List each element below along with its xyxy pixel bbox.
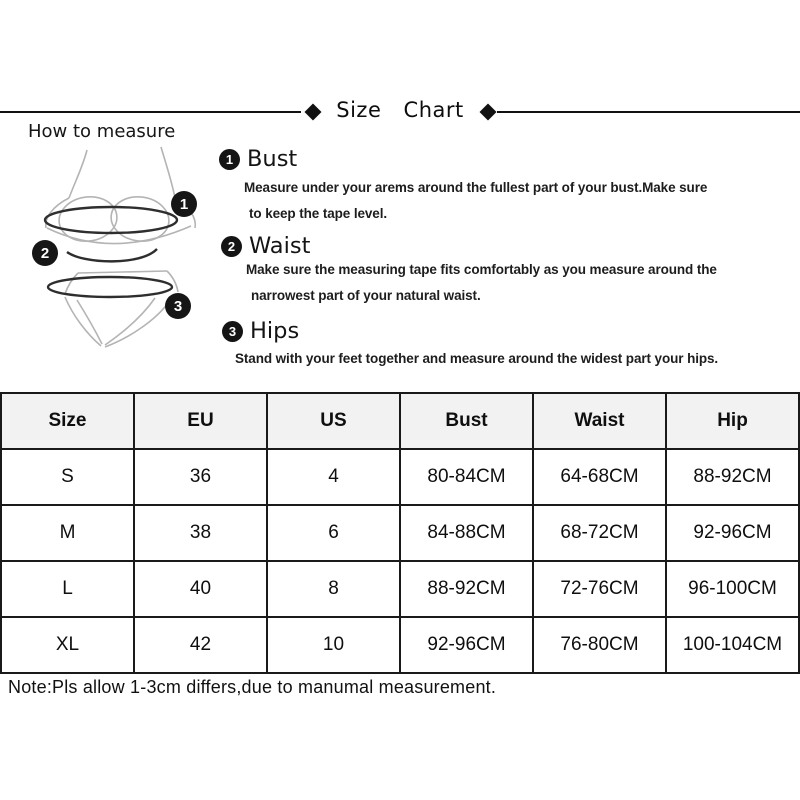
table-row [1, 561, 799, 617]
bust-desc-line-2: to keep the tape level. [249, 205, 388, 221]
header-eu: EU [134, 393, 267, 449]
waist-section-description [246, 257, 717, 308]
cell-hip: 96-100CM [666, 561, 799, 617]
hips-desc-line-1: Stand with your feet together and measure around the widest part your hips. [235, 351, 719, 366]
waist-section-title: Waist [249, 233, 311, 259]
header-us: US [267, 393, 400, 449]
table-row [1, 449, 799, 505]
size-table-header [1, 393, 799, 449]
cell-bust: 84-88CM [400, 505, 533, 561]
cell-waist: 72-76CM [533, 561, 666, 617]
size-table-body [1, 449, 799, 673]
cell-hip: 88-92CM [666, 449, 799, 505]
bust-section-title: Bust [247, 146, 298, 172]
cell-size: L [1, 561, 134, 617]
waist-number-badge: 2 [221, 236, 242, 257]
header-bust: Bust [400, 393, 533, 449]
waist-desc-line-1: Make sure the measuring tape fits comfortably as you measure around the [246, 262, 717, 277]
cell-bust: 92-96CM [400, 617, 533, 673]
cell-us: 4 [267, 449, 400, 505]
cell-us: 8 [267, 561, 400, 617]
cell-us: 10 [267, 617, 400, 673]
hip-tape-ellipse [48, 277, 172, 297]
hips-section-description [235, 346, 718, 372]
cell-size: S [1, 449, 134, 505]
header-size: Size [1, 393, 134, 449]
bust-section-description [244, 175, 707, 226]
bust-number-badge: 1 [219, 149, 240, 170]
cell-eu: 38 [134, 505, 267, 561]
hips-section-heading [222, 318, 299, 344]
header-hip: Hip [666, 393, 799, 449]
cell-hip: 92-96CM [666, 505, 799, 561]
page-title: Size Chart [336, 98, 464, 122]
cell-size: M [1, 505, 134, 561]
cell-bust: 88-92CM [400, 561, 533, 617]
measurement-note: Note:Pls allow 1-3cm differs,due to manumal measurement. [8, 677, 497, 697]
diagram-marker-1: 1 [171, 191, 197, 217]
table-header-row [1, 393, 799, 449]
cell-eu: 42 [134, 617, 267, 673]
waist-section-heading [221, 233, 310, 259]
header-waist: Waist [533, 393, 666, 449]
cell-waist: 68-72CM [533, 505, 666, 561]
cell-hip: 100-104CM [666, 617, 799, 673]
hips-number-badge: 3 [222, 321, 243, 342]
cell-waist: 76-80CM [533, 617, 666, 673]
waist-desc-line-2: narrowest part of your natural waist. [251, 287, 481, 303]
table-row [1, 617, 799, 673]
cell-bust: 80-84CM [400, 449, 533, 505]
waist-tape-arc [67, 249, 157, 261]
size-table [0, 392, 800, 674]
diagram-marker-3: 3 [165, 293, 191, 319]
table-row [1, 505, 799, 561]
cell-us: 6 [267, 505, 400, 561]
how-to-measure-heading: How to measure [28, 121, 176, 142]
bust-desc-line-1: Measure under your arems around the fullest part of your bust.Make sure [244, 180, 708, 195]
cell-eu: 36 [134, 449, 267, 505]
hips-section-title: Hips [250, 318, 300, 344]
diagram-marker-2: 2 [32, 240, 58, 266]
cell-size: XL [1, 617, 134, 673]
bust-section-heading [219, 146, 297, 172]
title-rule-right [497, 111, 800, 113]
cell-waist: 64-68CM [533, 449, 666, 505]
cell-eu: 40 [134, 561, 267, 617]
